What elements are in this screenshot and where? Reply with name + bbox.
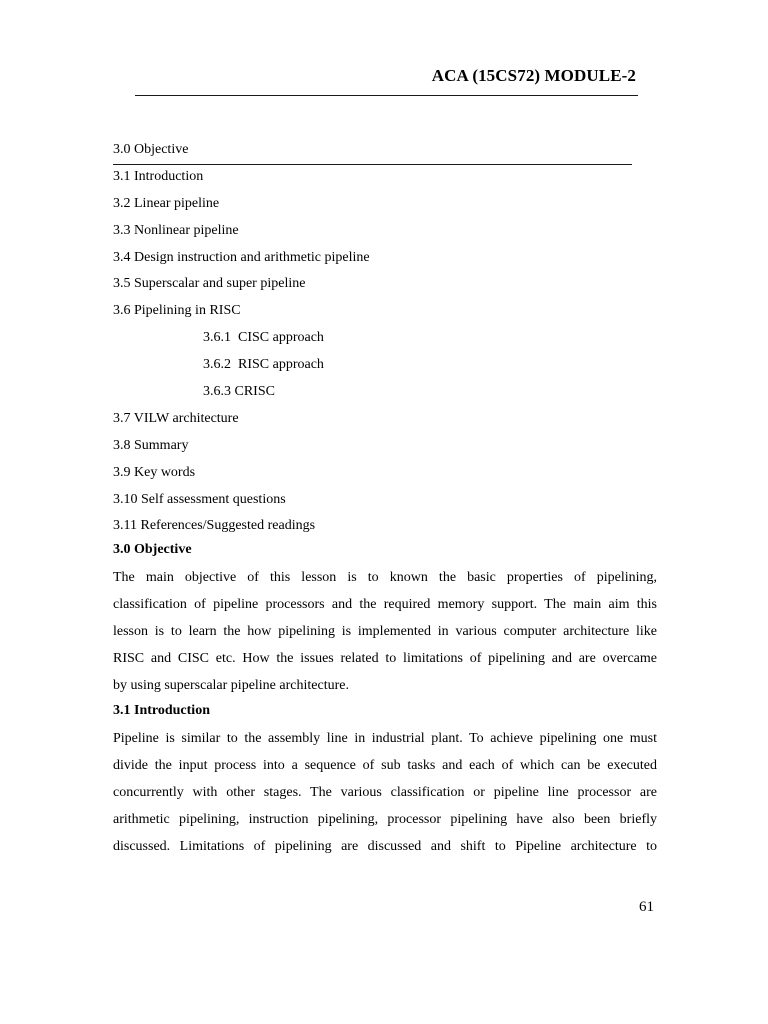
- header-rule: [135, 95, 638, 96]
- paragraph-line: RISC and CISC etc. How the issues related to limitations of pipelining and are overcame: [113, 651, 657, 666]
- paragraph-line: divide the input process into a sequence of sub tasks and each of which can be executed: [113, 758, 657, 773]
- table-of-contents: [113, 140, 643, 543]
- toc-item: 3.5 Superscalar and super pipeline: [113, 276, 306, 292]
- toc-item: 3.6.1 CISC approach: [203, 330, 324, 346]
- objective-paragraph: [113, 564, 657, 699]
- introduction-heading: 3.1 Introduction: [113, 703, 210, 718]
- paragraph-line: lesson is to learn the how pipelining is implemented in various computer architecture like: [113, 624, 657, 639]
- toc-item: 3.1 Introduction: [113, 168, 204, 184]
- toc-item: 3.4 Design instruction and arithmetic pipeline: [113, 249, 370, 265]
- toc-item: 3.7 VILW architecture: [113, 410, 239, 426]
- paragraph-line: The main objective of this lesson is to known the basic properties of pipelining,: [113, 570, 657, 585]
- page-number: 61: [639, 899, 654, 915]
- toc-item: 3.3 Nonlinear pipeline: [113, 222, 239, 238]
- toc-item: 3.0 Objective: [113, 142, 189, 157]
- paragraph-line: discussed. Limitations of pipelining are discussed and shift to Pipeline architecture to: [113, 839, 657, 854]
- paragraph-line: Pipeline is similar to the assembly line in industrial plant. To achieve pipelining one must: [113, 731, 657, 746]
- running-header: ACA (15CS72) MODULE-2: [431, 66, 636, 85]
- toc-item: 3.6.3 CRISC: [203, 384, 275, 400]
- paragraph-line: concurrently with other stages. The various classification or pipeline line processor are: [113, 785, 657, 800]
- toc-item: 3.10 Self assessment questions: [113, 491, 286, 507]
- toc-item: 3.6 Pipelining in RISC: [113, 303, 241, 319]
- paragraph-line: by using superscalar pipeline architecture.: [113, 678, 349, 693]
- toc-item: 3.6.2 RISC approach: [203, 357, 324, 373]
- paragraph-line: classification of pipeline processors and the required memory support. The main aim this: [113, 597, 657, 612]
- introduction-paragraph: [113, 725, 657, 860]
- toc-item: 3.11 References/Suggested readings: [113, 518, 316, 534]
- paragraph-line: arithmetic pipelining, instruction pipelining, processor pipelining have also been briefly: [113, 812, 657, 827]
- toc-item: 3.9 Key words: [113, 464, 196, 480]
- toc-item: 3.2 Linear pipeline: [113, 195, 220, 211]
- toc-item: 3.8 Summary: [113, 437, 189, 453]
- objective-heading: 3.0 Objective: [113, 542, 192, 557]
